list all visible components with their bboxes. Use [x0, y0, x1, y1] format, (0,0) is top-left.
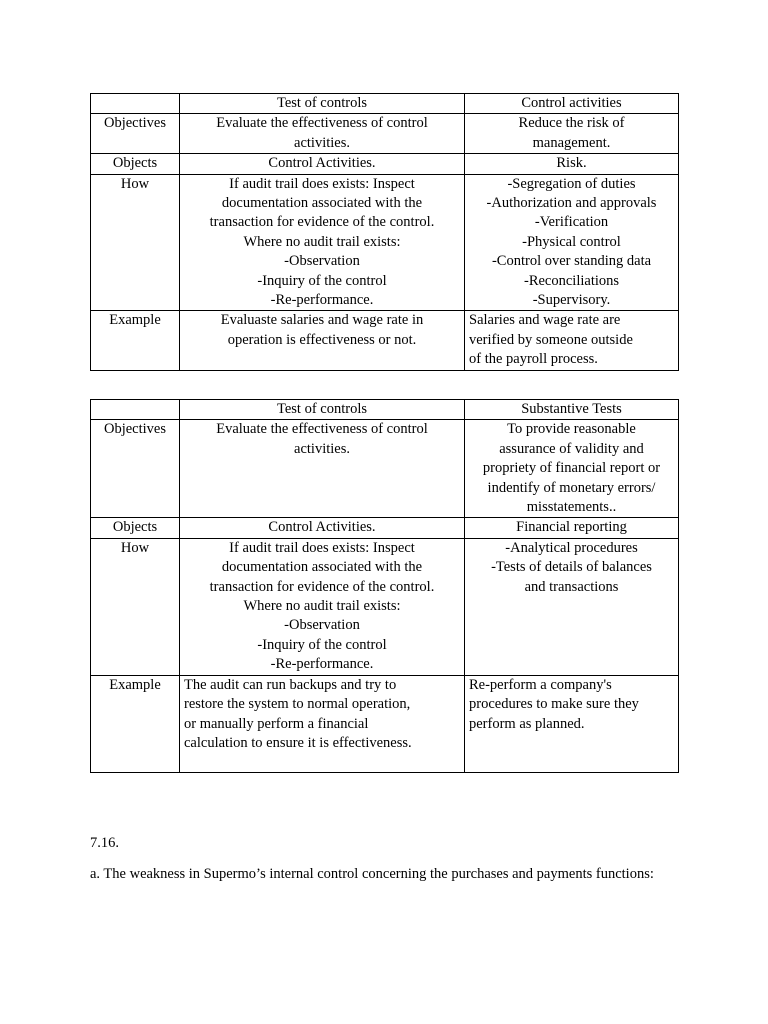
table-cell: Evaluate the effectiveness of control activities.: [180, 420, 465, 518]
row-label: How: [91, 174, 180, 311]
table-cell: Financial reporting: [465, 518, 679, 538]
comparison-table-control-activities: [90, 93, 679, 371]
table-header-row: [91, 400, 679, 420]
table-row-how: [91, 538, 679, 675]
table-cell: -Analytical procedures -Tests of details of balances and transactions: [465, 538, 679, 675]
table-cell: The audit can run backups and try to restore the system to normal operation, or manually perform a financial calculation to ensure it is effectiveness.: [180, 675, 465, 772]
table-header-row: [91, 94, 679, 114]
table-cell: -Segregation of duties -Authorization and approvals -Verification -Physical control -Control over standing data -Reconciliations -Supervisory.: [465, 174, 679, 311]
table-cell: Reduce the risk of management.: [465, 114, 679, 154]
row-label: Objectives: [91, 114, 180, 154]
row-label: How: [91, 538, 180, 675]
row-label: Objects: [91, 518, 180, 538]
table-cell: Control Activities.: [180, 154, 465, 174]
table-row-example: [91, 311, 679, 370]
table-cell: Evaluaste salaries and wage rate in operation is effectiveness or not.: [180, 311, 465, 370]
row-label: Objects: [91, 154, 180, 174]
table-row-example: [91, 675, 679, 772]
table-cell: If audit trail does exists: Inspect documentation associated with the transaction for evidence of the control. Where no audit trail exists: -Observation -Inquiry of the control -Re-performance.: [180, 538, 465, 675]
table-row-how: [91, 174, 679, 311]
header-cell-control-activities: Control activities: [465, 94, 679, 114]
header-cell-test-of-controls: Test of controls: [180, 400, 465, 420]
header-cell-test-of-controls: Test of controls: [180, 94, 465, 114]
comparison-table-substantive-tests: [90, 399, 679, 773]
header-cell-empty: [91, 94, 180, 114]
section-number: 7.16.: [90, 835, 119, 851]
table-row-objects: [91, 154, 679, 174]
row-label: Objectives: [91, 420, 180, 518]
table-cell: Re-perform a company's procedures to make sure they perform as planned.: [465, 675, 679, 772]
table-row-objectives: [91, 420, 679, 518]
table-cell: Risk.: [465, 154, 679, 174]
table-cell: To provide reasonable assurance of validity and propriety of financial report or indentify of monetary errors/ misstatements..: [465, 420, 679, 518]
table-cell: Salaries and wage rate are verified by someone outside of the payroll process.: [465, 311, 679, 370]
table-cell: Evaluate the effectiveness of control activities.: [180, 114, 465, 154]
row-label: Example: [91, 675, 180, 772]
table-row-objects: [91, 518, 679, 538]
header-cell-empty: [91, 400, 180, 420]
table-row-objectives: [91, 114, 679, 154]
table-cell: If audit trail does exists: Inspect documentation associated with the transaction for evidence of the control. Where no audit trail exists: -Observation -Inquiry of the control -Re-performance.: [180, 174, 465, 311]
header-cell-substantive-tests: Substantive Tests: [465, 400, 679, 420]
table-cell: Control Activities.: [180, 518, 465, 538]
paragraph-a: a. The weakness in Supermo’s internal control concerning the purchases and payments functions:: [90, 866, 654, 882]
row-label: Example: [91, 311, 180, 370]
